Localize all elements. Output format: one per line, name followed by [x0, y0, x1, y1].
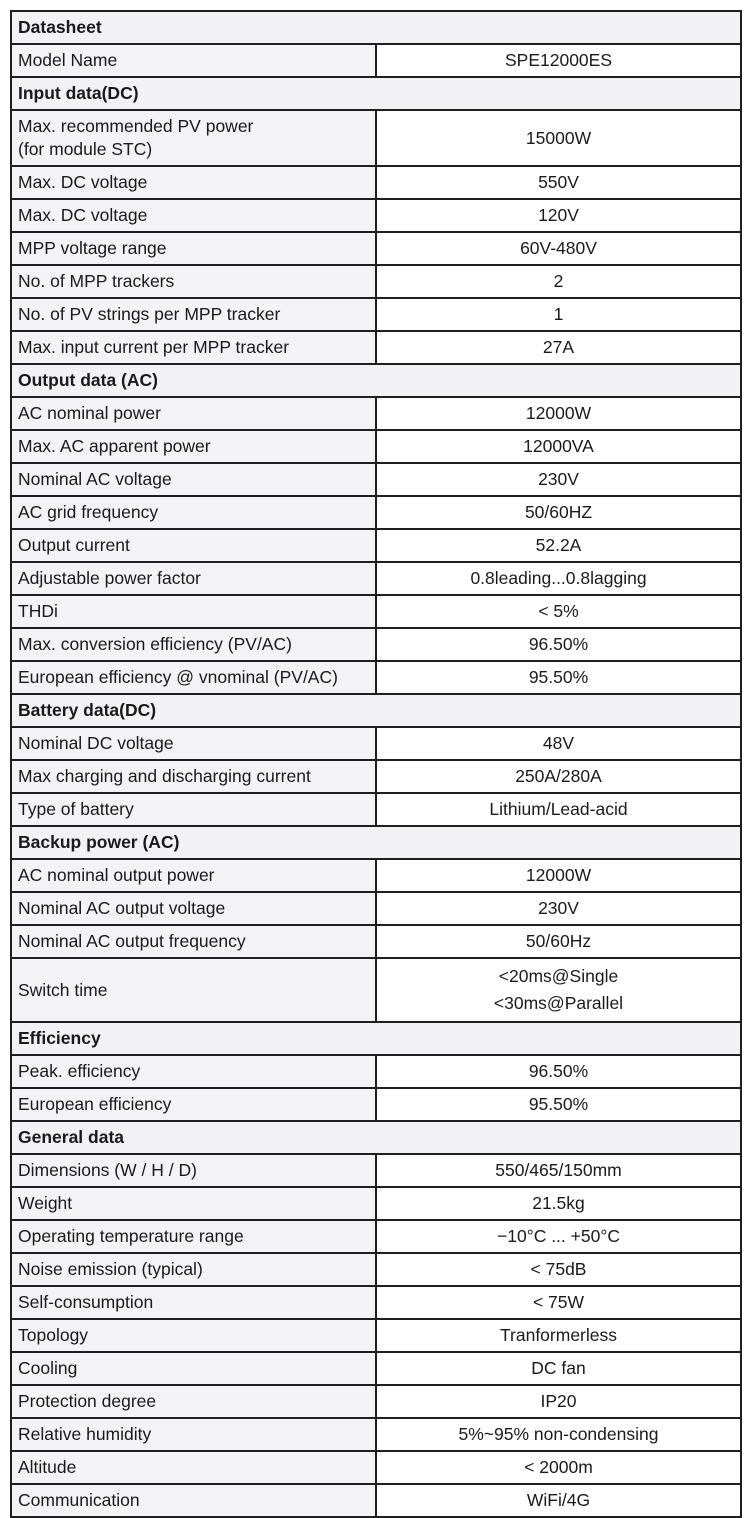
spec-value: 1 [376, 298, 741, 331]
spec-value: < 2000m [376, 1451, 741, 1484]
spec-row [11, 958, 741, 1022]
spec-row [11, 727, 741, 760]
spec-value: 15000W [376, 110, 741, 166]
spec-label: European efficiency [11, 1088, 376, 1121]
text-line: Max. recommended PV power [18, 116, 254, 136]
spec-value: 50/60HZ [376, 496, 741, 529]
spec-label: Max. AC apparent power [11, 430, 376, 463]
spec-row [11, 44, 741, 77]
spec-row [11, 529, 741, 562]
section-header: Output data (AC) [11, 364, 741, 397]
spec-label: Altitude [11, 1451, 376, 1484]
spec-row [11, 1451, 741, 1484]
spec-label: Type of battery [11, 793, 376, 826]
spec-label: THDi [11, 595, 376, 628]
spec-value: 96.50% [376, 1055, 741, 1088]
spec-row [11, 430, 741, 463]
spec-value: IP20 [376, 1385, 741, 1418]
spec-row [11, 1418, 741, 1451]
spec-row [11, 1088, 741, 1121]
spec-value: 95.50% [376, 661, 741, 694]
spec-row [11, 1352, 741, 1385]
spec-value: < 75dB [376, 1253, 741, 1286]
spec-label: Dimensions (W / H / D) [11, 1154, 376, 1187]
datasheet-table-body [11, 11, 741, 1517]
spec-value: 2 [376, 265, 741, 298]
spec-label [11, 110, 376, 166]
spec-row [11, 562, 741, 595]
spec-value: 12000VA [376, 430, 741, 463]
spec-value: 21.5kg [376, 1187, 741, 1220]
table-title-row [11, 11, 741, 44]
spec-row [11, 1253, 741, 1286]
section-header-row [11, 1022, 741, 1055]
spec-label: Nominal AC voltage [11, 463, 376, 496]
spec-label: Output current [11, 529, 376, 562]
spec-value: < 75W [376, 1286, 741, 1319]
text-line: <30ms@Parallel [493, 993, 624, 1013]
spec-value: 60V-480V [376, 232, 741, 265]
spec-label: Peak. efficiency [11, 1055, 376, 1088]
text-line: (for module STC) [18, 139, 153, 159]
spec-row [11, 1286, 741, 1319]
spec-label: Cooling [11, 1352, 376, 1385]
spec-row [11, 925, 741, 958]
spec-value: WiFi/4G [376, 1484, 741, 1517]
spec-label: No. of PV strings per MPP tracker [11, 298, 376, 331]
section-header: Input data(DC) [11, 77, 741, 110]
spec-row [11, 1154, 741, 1187]
section-header-row [11, 826, 741, 859]
spec-label: AC grid frequency [11, 496, 376, 529]
spec-value: 12000W [376, 397, 741, 430]
spec-row [11, 1187, 741, 1220]
spec-label: Communication [11, 1484, 376, 1517]
spec-label: Protection degree [11, 1385, 376, 1418]
spec-label: Max charging and discharging current [11, 760, 376, 793]
spec-value: 0.8leading...0.8lagging [376, 562, 741, 595]
spec-row [11, 1319, 741, 1352]
spec-value: DC fan [376, 1352, 741, 1385]
spec-label: Switch time [11, 958, 376, 1022]
spec-value: 52.2A [376, 529, 741, 562]
spec-value: 230V [376, 463, 741, 496]
spec-value: SPE12000ES [376, 44, 741, 77]
spec-label: Weight [11, 1187, 376, 1220]
spec-row [11, 859, 741, 892]
spec-label: European efficiency @ vnominal (PV/AC) [11, 661, 376, 694]
spec-label: Operating temperature range [11, 1220, 376, 1253]
spec-row [11, 199, 741, 232]
spec-row [11, 331, 741, 364]
spec-label: Model Name [11, 44, 376, 77]
section-header: Backup power (AC) [11, 826, 741, 859]
spec-label: AC nominal power [11, 397, 376, 430]
section-header: General data [11, 1121, 741, 1154]
section-header: Battery data(DC) [11, 694, 741, 727]
spec-label: No. of MPP trackers [11, 265, 376, 298]
spec-label: Noise emission (typical) [11, 1253, 376, 1286]
spec-value: 96.50% [376, 628, 741, 661]
text-line: <20ms@Single [498, 966, 619, 986]
spec-row [11, 463, 741, 496]
spec-value: 120V [376, 199, 741, 232]
spec-row [11, 298, 741, 331]
spec-value: Tranformerless [376, 1319, 741, 1352]
spec-row [11, 595, 741, 628]
spec-value: 12000W [376, 859, 741, 892]
spec-label: Nominal AC output frequency [11, 925, 376, 958]
spec-value: 48V [376, 727, 741, 760]
spec-row [11, 232, 741, 265]
spec-row [11, 397, 741, 430]
datasheet-table [10, 10, 742, 1518]
spec-label: Adjustable power factor [11, 562, 376, 595]
spec-row [11, 110, 741, 166]
spec-value: 95.50% [376, 1088, 741, 1121]
spec-value: Lithium/Lead-acid [376, 793, 741, 826]
spec-label: Max. DC voltage [11, 166, 376, 199]
spec-row [11, 1385, 741, 1418]
spec-label: Topology [11, 1319, 376, 1352]
spec-row [11, 265, 741, 298]
spec-row [11, 496, 741, 529]
section-header-row [11, 1121, 741, 1154]
spec-label: AC nominal output power [11, 859, 376, 892]
spec-row [11, 1055, 741, 1088]
spec-row [11, 793, 741, 826]
spec-row [11, 892, 741, 925]
spec-row [11, 1220, 741, 1253]
spec-label: Nominal DC voltage [11, 727, 376, 760]
spec-label: Max. conversion efficiency (PV/AC) [11, 628, 376, 661]
spec-value: 5%~95% non-condensing [376, 1418, 741, 1451]
spec-value: 50/60Hz [376, 925, 741, 958]
spec-label: Max. input current per MPP tracker [11, 331, 376, 364]
spec-row [11, 1484, 741, 1517]
spec-row [11, 760, 741, 793]
spec-value: 250A/280A [376, 760, 741, 793]
spec-value [376, 958, 741, 1022]
spec-label: Self-consumption [11, 1286, 376, 1319]
spec-label: Nominal AC output voltage [11, 892, 376, 925]
table-title: Datasheet [11, 11, 741, 44]
spec-label: Relative humidity [11, 1418, 376, 1451]
spec-value: 230V [376, 892, 741, 925]
spec-value: < 5% [376, 595, 741, 628]
spec-label: Max. DC voltage [11, 199, 376, 232]
spec-row [11, 661, 741, 694]
spec-value: −10°C ... +50°C [376, 1220, 741, 1253]
spec-label: MPP voltage range [11, 232, 376, 265]
section-header: Efficiency [11, 1022, 741, 1055]
spec-row [11, 166, 741, 199]
section-header-row [11, 77, 741, 110]
section-header-row [11, 694, 741, 727]
spec-row [11, 628, 741, 661]
spec-value: 550/465/150mm [376, 1154, 741, 1187]
section-header-row [11, 364, 741, 397]
spec-value: 27A [376, 331, 741, 364]
spec-value: 550V [376, 166, 741, 199]
